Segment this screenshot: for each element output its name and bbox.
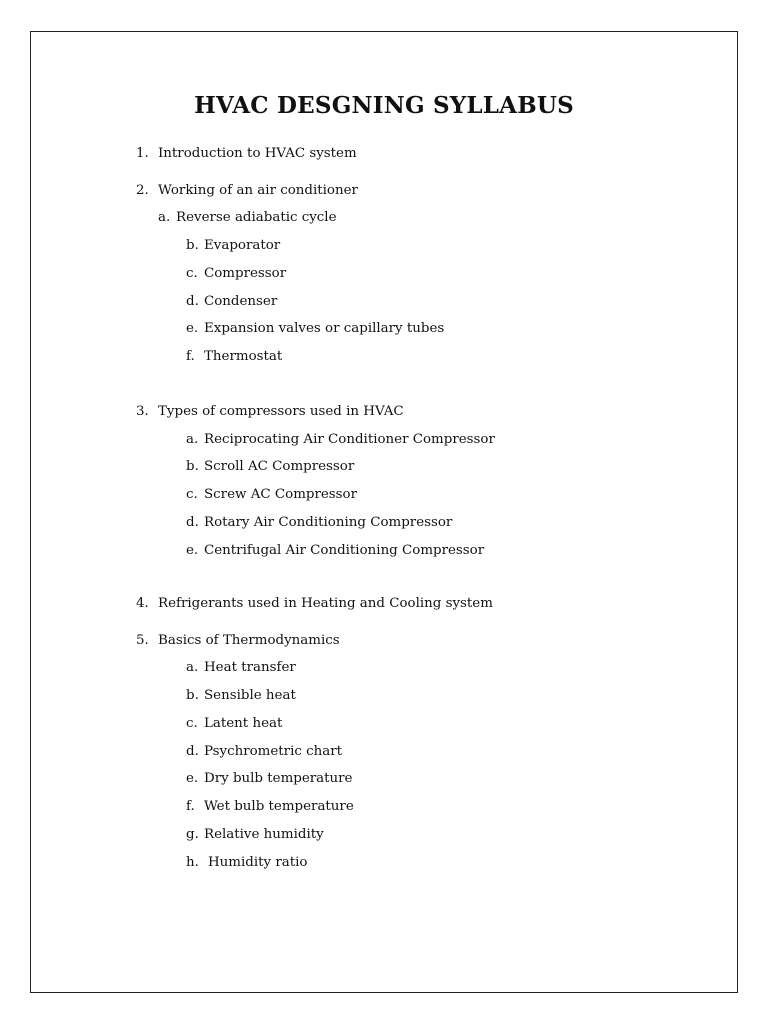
item-text: Dry bulb temperature (204, 771, 353, 786)
list-item (186, 827, 324, 842)
item-text: Wet bulb temperature (204, 799, 354, 814)
item-letter: d. (186, 515, 199, 530)
list-item (186, 660, 296, 675)
list-item (158, 210, 337, 225)
section-number: 2. (136, 183, 149, 198)
list-item (186, 459, 354, 474)
item-text: Thermostat (204, 349, 283, 364)
section-5 (136, 633, 340, 648)
section-3 (136, 404, 404, 419)
list-item (186, 771, 352, 786)
item-text: Humidity ratio (208, 855, 308, 870)
item-text: Centrifugal Air Conditioning Compressor (204, 543, 485, 558)
item-text: Expansion valves or capillary tubes (204, 321, 445, 336)
item-letter: a. (186, 660, 199, 675)
section-2 (136, 183, 358, 198)
list-item (186, 266, 286, 281)
section-heading: Basics of Thermodynamics (158, 633, 340, 648)
item-letter: a. (158, 210, 171, 225)
list-item (186, 855, 307, 870)
item-letter: c. (186, 716, 198, 731)
item-letter: a. (186, 432, 199, 447)
list-item (186, 688, 296, 703)
item-letter: f. (186, 799, 195, 814)
item-text: Heat transfer (204, 660, 296, 675)
list-item (186, 543, 484, 558)
item-letter: f. (186, 349, 195, 364)
list-item (186, 515, 452, 530)
item-text: Latent heat (204, 716, 283, 731)
item-letter: b. (186, 459, 199, 474)
list-item (186, 744, 342, 759)
item-letter: c. (186, 487, 198, 502)
item-letter: e. (186, 543, 199, 558)
list-item (186, 432, 495, 447)
list-item (186, 799, 354, 814)
section-number: 5. (136, 633, 149, 648)
item-text: Rotary Air Conditioning Compressor (204, 515, 453, 530)
item-letter: c. (186, 266, 198, 281)
item-letter: h. (186, 855, 199, 870)
section-number: 3. (136, 404, 149, 419)
item-text: Relative humidity (204, 827, 324, 842)
section-heading: Introduction to HVAC system (158, 146, 357, 161)
document-title: HVAC DESGNING SYLLABUS (194, 92, 574, 119)
item-letter: b. (186, 238, 199, 253)
list-item (186, 349, 282, 364)
item-letter: e. (186, 321, 199, 336)
page-border (30, 31, 738, 993)
list-item (186, 321, 444, 336)
item-text: Evaporator (204, 238, 281, 253)
section-heading: Types of compressors used in HVAC (158, 404, 404, 419)
section-number: 4. (136, 596, 149, 611)
list-item (186, 716, 282, 731)
item-letter: d. (186, 294, 199, 309)
item-text: Screw AC Compressor (204, 487, 357, 502)
list-item (186, 294, 277, 309)
item-text: Sensible heat (204, 688, 296, 703)
section-1 (136, 146, 357, 161)
item-letter: d. (186, 744, 199, 759)
item-text: Reciprocating Air Conditioner Compressor (204, 432, 495, 447)
list-item (186, 238, 280, 253)
section-4 (136, 596, 493, 611)
item-text: Condenser (204, 294, 278, 309)
item-text: Scroll AC Compressor (204, 459, 355, 474)
item-text: Reverse adiabatic cycle (176, 210, 337, 225)
list-item (186, 487, 357, 502)
section-heading: Refrigerants used in Heating and Cooling system (158, 596, 493, 611)
item-letter: e. (186, 771, 199, 786)
item-text: Compressor (204, 266, 287, 281)
section-number: 1. (136, 146, 149, 161)
item-text: Psychrometric chart (204, 744, 343, 759)
section-heading: Working of an air conditioner (158, 183, 358, 198)
item-letter: g. (186, 827, 199, 842)
item-letter: b. (186, 688, 199, 703)
